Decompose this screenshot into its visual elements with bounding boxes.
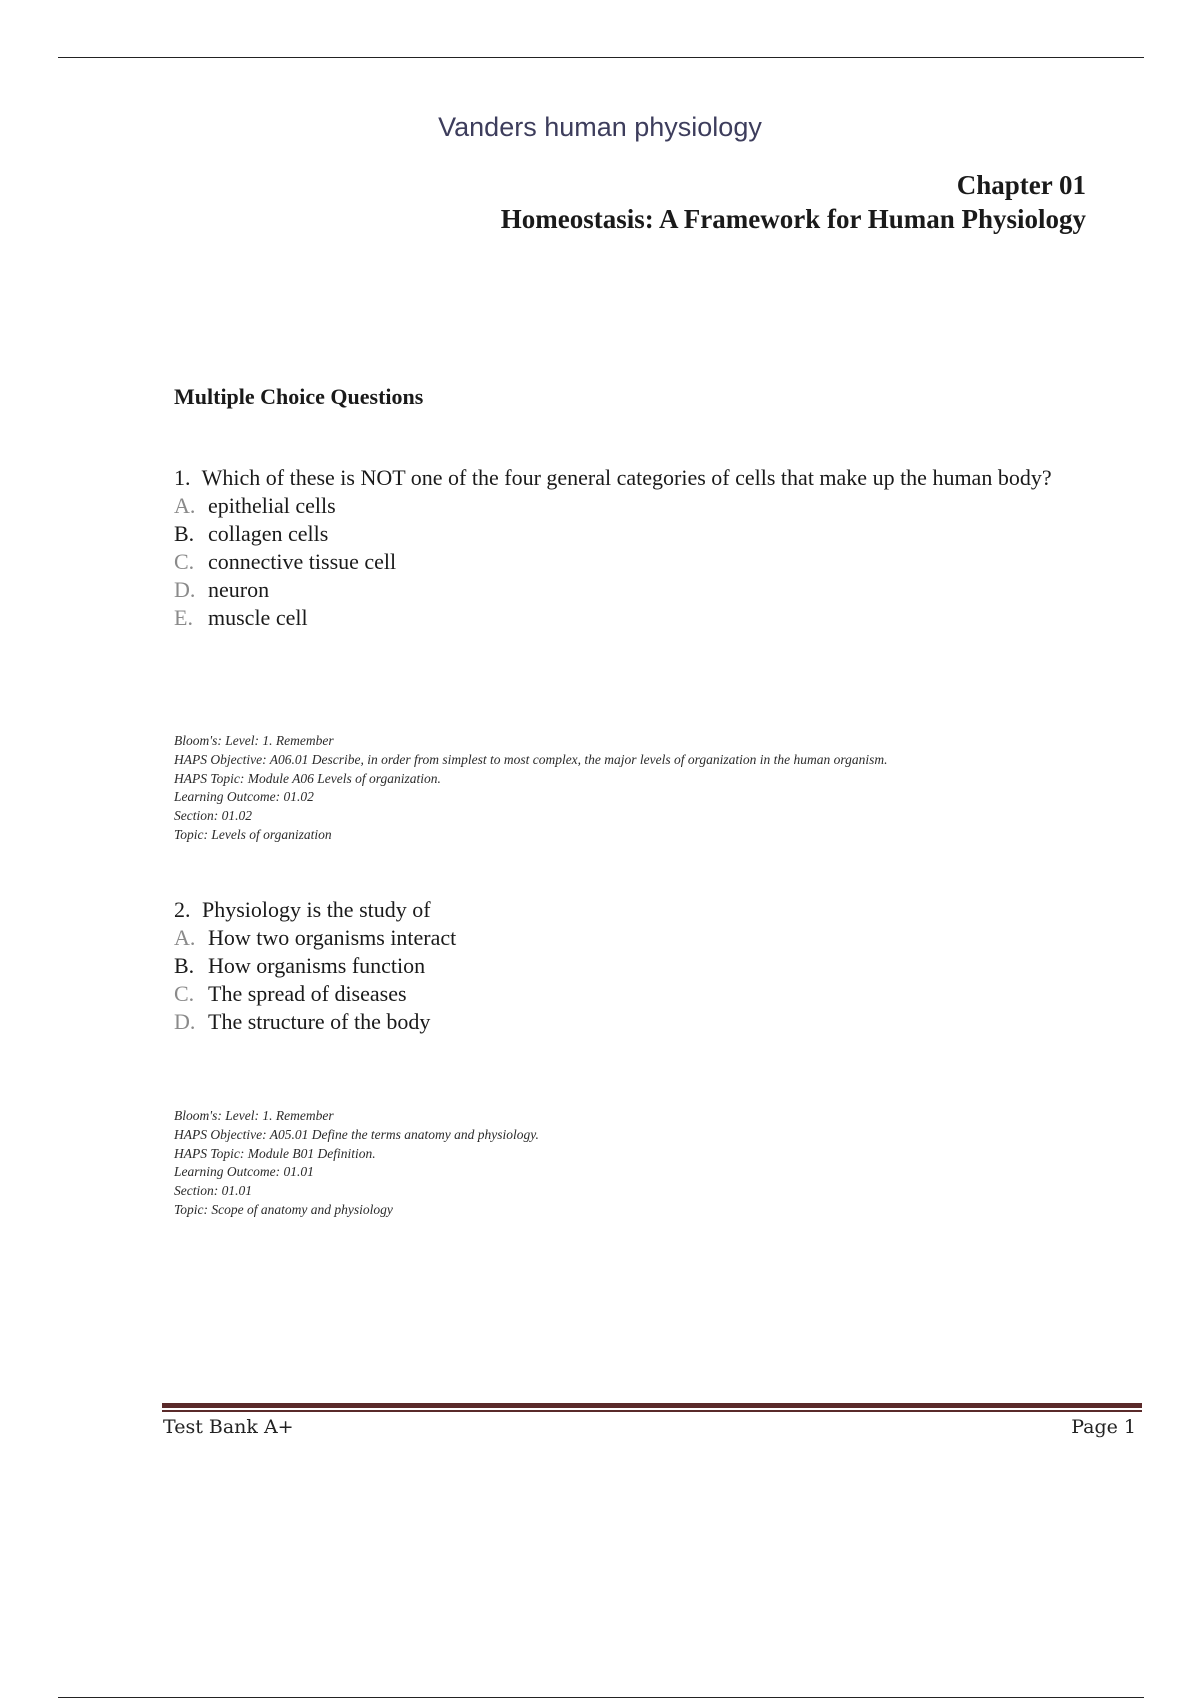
choice-text: How organisms function [208, 953, 426, 978]
choice-text: neuron [208, 577, 270, 602]
top-rule [58, 57, 1144, 58]
choice-a [174, 924, 1074, 952]
haps-topic: HAPS Topic: Module B01 Definition. [174, 1145, 376, 1161]
learning-outcome: Learning Outcome: 01.02 [174, 789, 314, 805]
choice-letter: A. [174, 925, 196, 950]
question-number: 1. [174, 465, 191, 490]
blooms-level: Bloom's: Level: 1. Remember [174, 1108, 334, 1123]
choice-b [174, 952, 1074, 980]
choice-a [174, 492, 1074, 520]
chapter-number: Chapter 01 [956, 170, 1086, 200]
choice-c [174, 980, 1074, 1008]
choice-text: muscle cell [208, 605, 308, 630]
choice-letter: D. [174, 577, 196, 602]
question-2-metadata [174, 1107, 1074, 1220]
choice-letter: B. [174, 521, 195, 546]
question-2 [174, 896, 1074, 1036]
choice-text: The spread of diseases [208, 981, 407, 1006]
question-number: 2. [174, 897, 191, 922]
topic: Topic: Scope of anatomy and physiology [174, 1201, 393, 1217]
question-1-metadata [174, 732, 1074, 845]
bottom-rule [58, 1697, 1144, 1698]
choice-letter: A. [174, 493, 196, 518]
choice-text: The structure of the body [208, 1009, 431, 1034]
choice-text: epithelial cells [208, 493, 336, 518]
choice-letter: C. [174, 981, 195, 1006]
chapter-heading [501, 168, 1086, 236]
topic: Topic: Levels of organization [174, 826, 332, 842]
question-1 [174, 464, 1074, 632]
page-number: Page 1 [1071, 1416, 1136, 1438]
section-heading: Multiple Choice Questions [174, 384, 424, 409]
choice-d [174, 1008, 1074, 1036]
choice-letter: C. [174, 549, 195, 574]
footer-label: Test Bank A+ [163, 1416, 294, 1438]
choice-c [174, 548, 1074, 576]
question-stem [174, 896, 1074, 923]
choice-text: collagen cells [208, 521, 329, 546]
choice-letter: D. [174, 1009, 196, 1034]
choice-e [174, 604, 1074, 632]
question-stem [174, 464, 1074, 491]
footer-rule [162, 1403, 1142, 1408]
choice-letter: B. [174, 953, 195, 978]
choice-d [174, 576, 1074, 604]
chapter-title: Homeostasis: A Framework for Human Physiology [500, 204, 1086, 234]
question-text: Which of these is NOT one of the four general categories of cells that make up the human body? [201, 465, 1052, 490]
blooms-level: Bloom's: Level: 1. Remember [174, 733, 334, 748]
section-ref: Section: 01.02 [174, 808, 252, 824]
haps-topic: HAPS Topic: Module A06 Levels of organization. [174, 770, 441, 786]
haps-objective: HAPS Objective: A06.01 Describe, in order from simplest to most complex, the major levels of organization in the human organism. [174, 751, 888, 767]
choice-letter: E. [174, 605, 193, 630]
section-ref: Section: 01.01 [174, 1183, 252, 1199]
haps-objective: HAPS Objective: A05.01 Define the terms anatomy and physiology. [174, 1126, 539, 1142]
learning-outcome: Learning Outcome: 01.01 [174, 1164, 314, 1180]
choice-text: How two organisms interact [208, 925, 457, 950]
footer-rule-thin [162, 1410, 1142, 1412]
question-text: Physiology is the study of [202, 897, 431, 922]
choice-text: connective tissue cell [208, 549, 397, 574]
book-title: Vanders human physiology [438, 112, 762, 142]
choice-b [174, 520, 1074, 548]
